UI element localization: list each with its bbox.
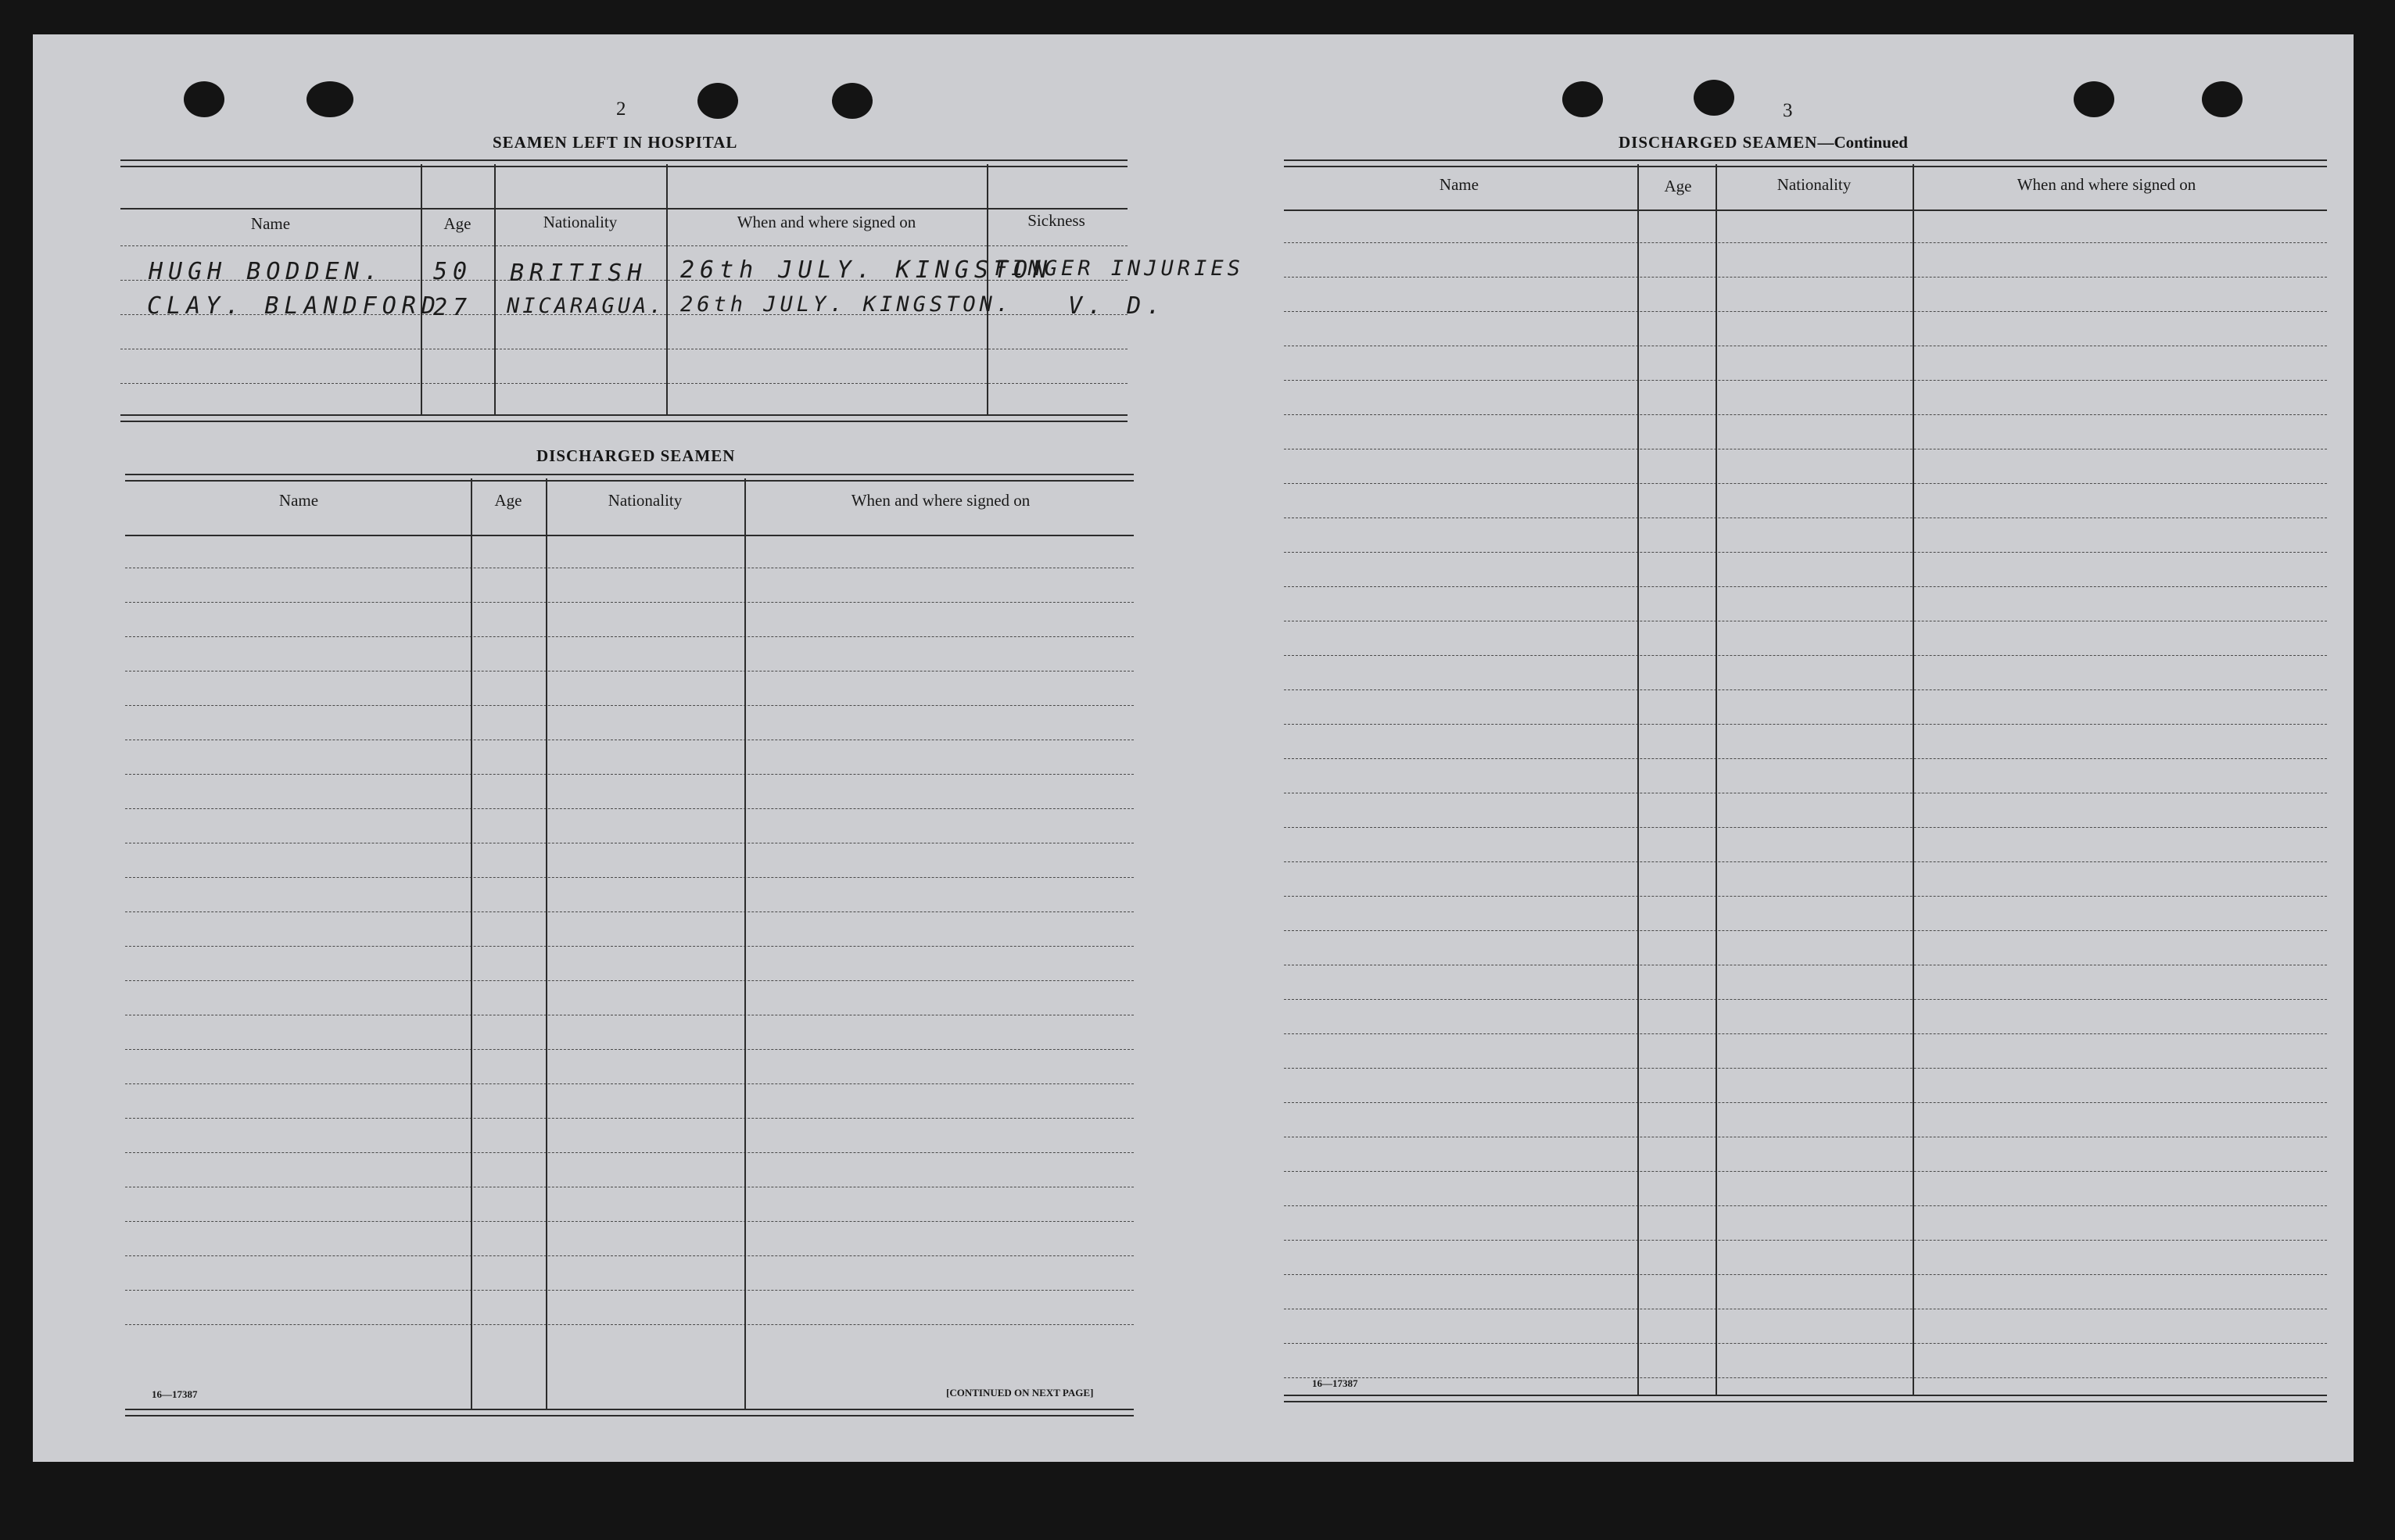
title-continued: —Continued — [1817, 133, 1908, 152]
header-sickness: Sickness — [1027, 211, 1085, 230]
header-name: Name — [1439, 175, 1479, 194]
header-signed-on: When and where signed on — [737, 213, 916, 231]
row1-age: 50 — [433, 258, 473, 285]
header-name: Name — [250, 214, 291, 233]
punch-hole — [307, 81, 353, 117]
form-number: 16—17387 — [152, 1388, 198, 1400]
discharged-continued-title — [1619, 133, 1908, 152]
hospital-title: SEAMEN LEFT IN HOSPITAL — [493, 133, 738, 152]
punch-hole — [697, 83, 738, 119]
row2-name: CLAY. BLANDFORD — [147, 292, 441, 320]
punch-hole — [1562, 81, 1603, 117]
form-number: 16—17387 — [1312, 1377, 1358, 1389]
row1-sickness: FINGER INJURIES — [995, 256, 1244, 281]
header-nationality: Nationality — [543, 213, 618, 231]
row2-sickness: V. D. — [1068, 292, 1167, 320]
discharged-table-left — [125, 474, 1134, 1421]
page-number: 3 — [1783, 100, 1793, 121]
row1-signed-on: 26th JULY. KINGSTON — [680, 256, 1053, 284]
punch-hole — [184, 81, 224, 117]
page-number: 2 — [616, 98, 626, 120]
title-main: DISCHARGED SEAMEN — [1619, 133, 1818, 152]
header-nationality: Nationality — [1777, 175, 1852, 194]
header-nationality: Nationality — [608, 491, 683, 510]
header-age: Age — [1664, 177, 1692, 195]
continued-note: [CONTINUED ON NEXT PAGE] — [946, 1387, 1094, 1399]
row1-nationality: BRITISH — [510, 260, 647, 287]
header-age: Age — [494, 491, 522, 510]
row2-signed-on: 26th JULY. KINGSTON. — [680, 292, 1013, 317]
hospital-table — [120, 159, 1244, 457]
row2-age: 27 — [433, 294, 473, 321]
discharged-title: DISCHARGED SEAMEN — [536, 446, 736, 465]
row2-nationality: NICARAGUA. — [507, 294, 665, 318]
punch-hole — [2074, 81, 2114, 117]
header-signed-on: When and where signed on — [851, 491, 1031, 510]
header-name: Name — [278, 491, 319, 510]
form-sheet — [33, 34, 2354, 1462]
header-age: Age — [443, 214, 471, 233]
punch-hole — [2202, 81, 2243, 117]
punch-hole — [1694, 80, 1734, 116]
punch-hole — [832, 83, 873, 119]
header-signed-on: When and where signed on — [2017, 175, 2196, 194]
discharged-table-right — [1284, 159, 2327, 1410]
row1-name: HUGH BODDEN. — [149, 258, 384, 285]
